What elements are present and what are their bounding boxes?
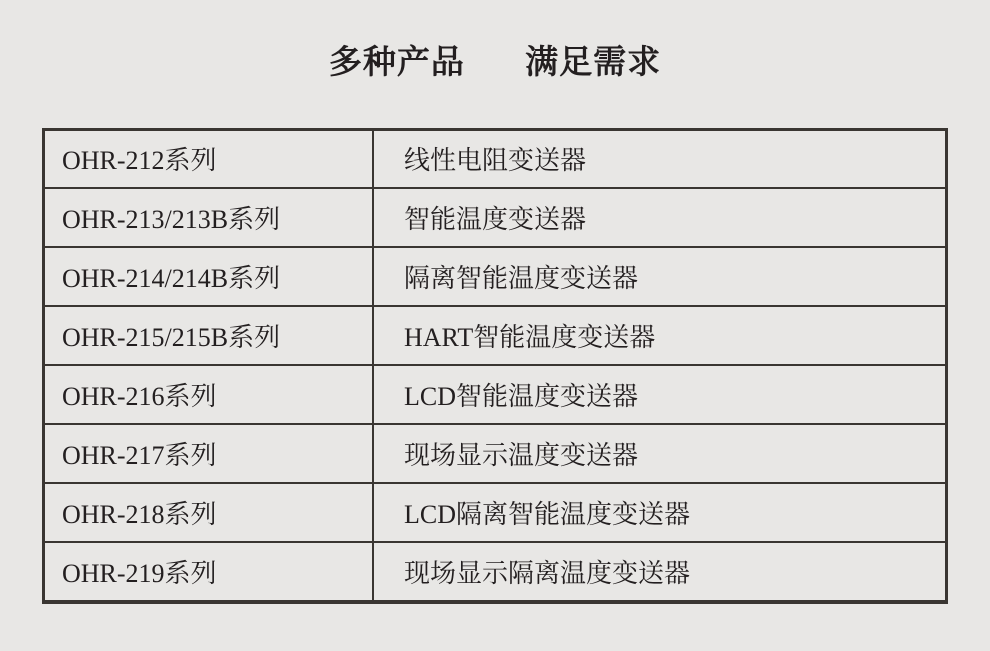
- table-row: [43, 542, 947, 601]
- page-title-part1: 多种产品: [328, 43, 465, 80]
- product-model: OHR-218系列: [43, 483, 373, 542]
- product-model: OHR-215/215B系列: [43, 306, 373, 365]
- product-model: OHR-214/214B系列: [43, 247, 373, 306]
- page-title-part2: 满足需求: [525, 43, 662, 80]
- product-description: 线性电阻变送器: [373, 129, 947, 188]
- product-table: [42, 128, 948, 602]
- product-table-container: [42, 128, 948, 602]
- product-description: 智能温度变送器: [373, 188, 947, 247]
- table-row: [43, 365, 947, 424]
- product-table-body: [43, 129, 947, 601]
- product-model: OHR-219系列: [43, 542, 373, 601]
- product-model: OHR-216系列: [43, 365, 373, 424]
- table-row: [43, 483, 947, 542]
- product-description: 现场显示隔离温度变送器: [373, 542, 947, 601]
- table-row: [43, 247, 947, 306]
- table-row: [43, 306, 947, 365]
- product-description: 现场显示温度变送器: [373, 424, 947, 483]
- product-model: OHR-213/213B系列: [43, 188, 373, 247]
- table-row: [43, 424, 947, 483]
- product-model: OHR-217系列: [43, 424, 373, 483]
- product-description: 隔离智能温度变送器: [373, 247, 947, 306]
- product-description: LCD隔离智能温度变送器: [373, 483, 947, 542]
- table-row: [43, 188, 947, 247]
- product-description: HART智能温度变送器: [373, 306, 947, 365]
- page-title: [0, 0, 990, 83]
- product-model: OHR-212系列: [43, 129, 373, 188]
- product-description: LCD智能温度变送器: [373, 365, 947, 424]
- table-row: [43, 129, 947, 188]
